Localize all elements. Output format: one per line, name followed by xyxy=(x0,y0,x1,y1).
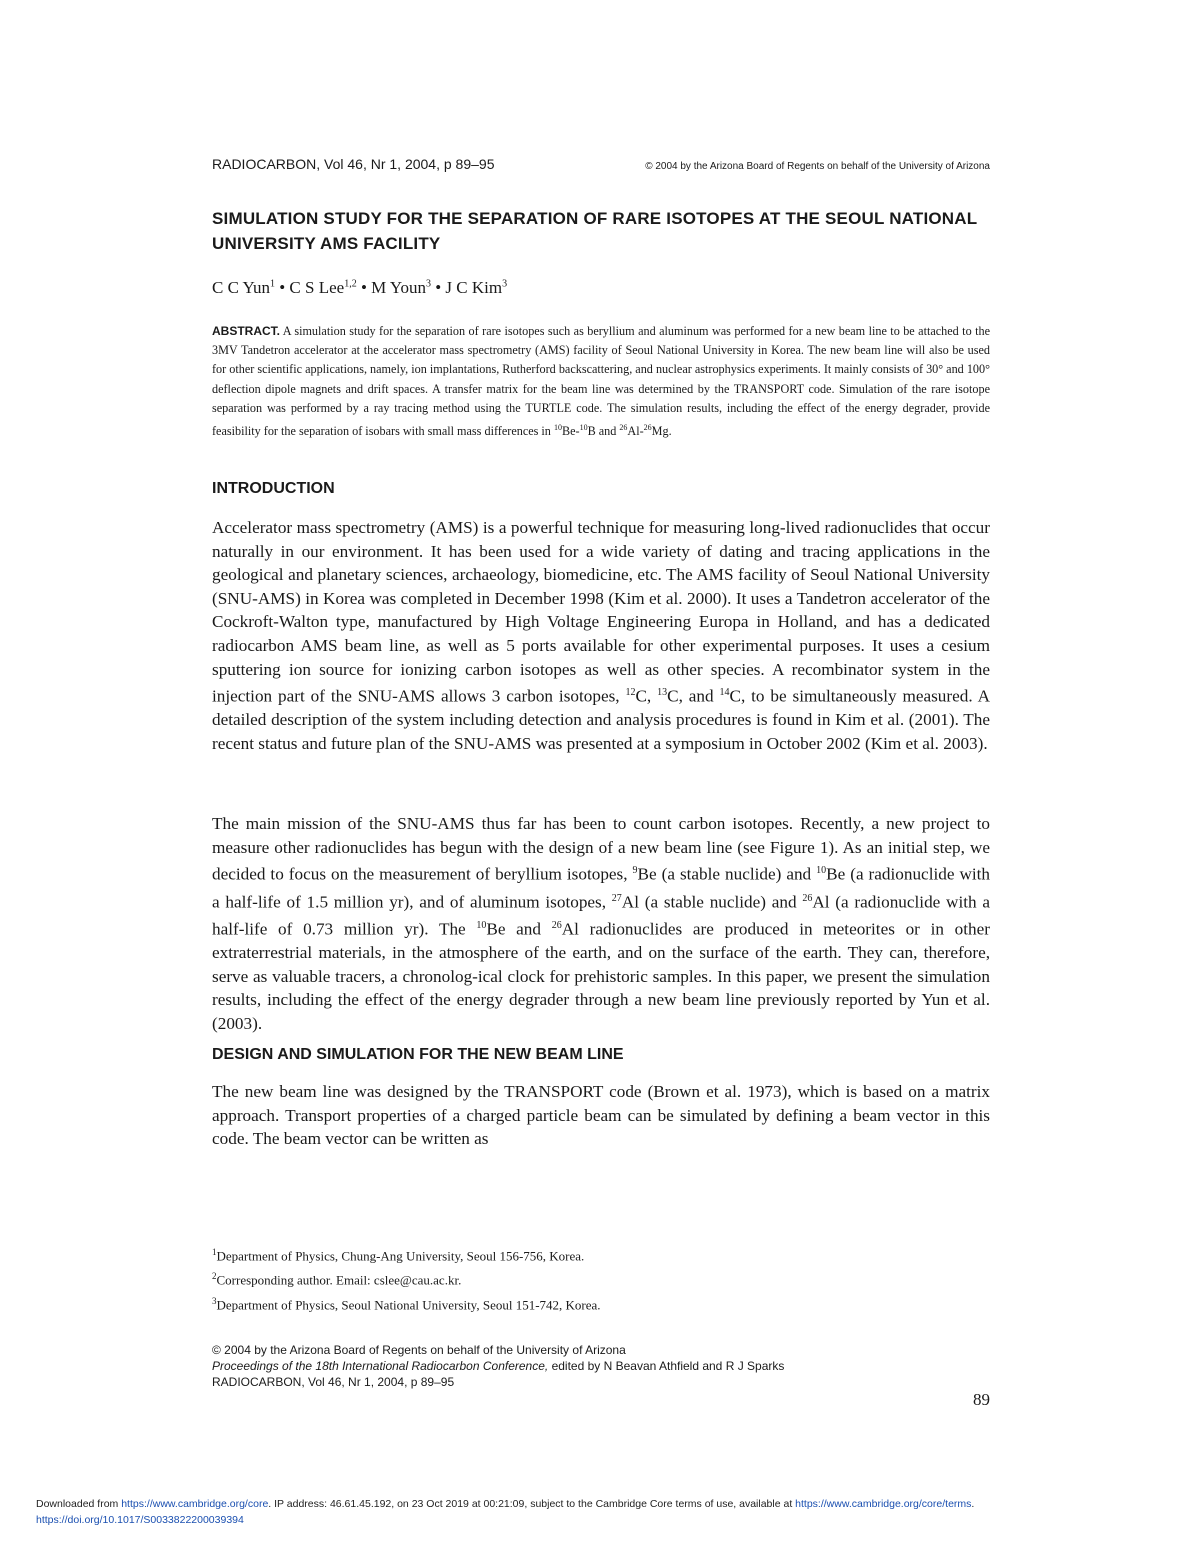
paragraph-text: Al (a stable nuclide) and xyxy=(621,892,803,912)
superscript: 9 xyxy=(632,865,638,877)
download-notice xyxy=(36,1496,1166,1528)
intro-paragraph-2 xyxy=(212,812,990,1036)
abstract-label: ABSTRACT. xyxy=(212,324,280,338)
citation-line: RADIOCARBON, Vol 46, Nr 1, 2004, p 89–95 xyxy=(212,1375,455,1389)
paragraph-text: C, xyxy=(635,686,658,706)
footnote xyxy=(212,1291,601,1315)
footnote-text: Department of Physics, Seoul National University, Seoul 151-742, Korea. xyxy=(216,1296,601,1312)
footnote-text: Corresponding author. Email: cslee@cau.ac.kr. xyxy=(216,1272,462,1288)
cambridge-core-link[interactable]: https://www.cambridge.org/core xyxy=(121,1498,269,1510)
paper-title: SIMULATION STUDY FOR THE SEPARATION OF RARE ISOTOPES AT THE SEOUL NATIONAL UNIVERSITY AMS FACILITY xyxy=(212,209,978,253)
paragraph-text: The main mission of the SNU-AMS thus far has been to count carbon isotopes. Recently, a new project to measure other radionuclides has begun with the design of a new beam line (see Figure 1). As an initial step, we decided to focus on the measurement of beryllium isotopes, xyxy=(212,814,990,884)
superscript: 10 xyxy=(553,423,562,433)
author-affiliation: 3 xyxy=(502,278,508,290)
superscript: 13 xyxy=(657,687,668,699)
paragraph-text: C, to be simultaneously measured. A detailed description of the system including detection and analysis procedures is found in Kim et al. (2001). The recent status and future plan of the SNU-AMS was presented at a symposium in October 2002 (Kim et al. 2003). xyxy=(212,686,990,754)
intro-paragraph-1 xyxy=(212,516,990,756)
author-separator: • xyxy=(274,278,290,297)
running-header xyxy=(212,156,990,172)
abstract xyxy=(212,322,990,441)
superscript: 10 xyxy=(476,919,487,931)
paragraph-text: Be (a stable nuclide) and xyxy=(637,864,817,884)
author-separator: • xyxy=(356,278,372,297)
proceedings-line xyxy=(212,1358,784,1374)
doi-link[interactable]: https://doi.org/10.1017/S0033822200039394 xyxy=(36,1514,244,1526)
paragraph-text: Be (a radionuclide with a half-life of 1.5 million yr), and of aluminum isotopes, xyxy=(212,864,991,912)
footnotes xyxy=(212,1242,601,1315)
proceedings-title: Proceedings of the 18th International Radiocarbon Conference, xyxy=(212,1359,549,1373)
author-affiliation: 1,2 xyxy=(344,278,357,290)
superscript: 14 xyxy=(719,687,730,699)
abstract-text: Be- xyxy=(561,424,580,439)
abstract-text: Mg. xyxy=(651,424,672,439)
paragraph-text: Accelerator mass spectrometry (AMS) is a powerful technique for measuring long-lived radionuclides that occur naturally in our environment. It has been used for a wide variety of dating and tracing applications in the geological and planetary sciences, archaeology, biomedicine, etc. The AMS facility of Seoul National University (SNU-AMS) in Korea was completed in December 1998 (Kim et al. 2000). It uses a Tandetron accelerator of the Cockroft-Walton type, manufactured by High Voltage Engineering Europa in Holland, and has a dedicated radiocarbon AMS beam line, as well as 5 ports available for other experimental purposes. It uses a cesium sputtering ion source for ionizing carbon isotopes as well as other species. A recombinator system in the injection part of the SNU-AMS allows 3 carbon isotopes, xyxy=(212,518,990,706)
author-name: C C Yun xyxy=(212,278,270,297)
paragraph-text: Be and xyxy=(486,919,552,939)
author-affiliation: 1 xyxy=(269,278,275,290)
footnote xyxy=(212,1266,601,1290)
superscript: 26 xyxy=(643,423,652,433)
design-paragraph-1: The new beam line was designed by the TRANSPORT code (Brown et al. 1973), which is based on a matrix approach. Transport properties of a charged particle beam can be simulated by defining a beam vector in this code. The beam vector can be written as xyxy=(212,1082,990,1149)
author-separator: • xyxy=(430,278,446,297)
superscript: 10 xyxy=(816,865,827,877)
author-name: C S Lee xyxy=(289,278,345,297)
superscript: 10 xyxy=(579,423,588,433)
paragraph-text: Al radionuclides are produced in meteorites or in other extraterrestrial materials, in the atmosphere of the earth, and on the surface of the earth. They can, therefore, serve as valuable tracers, a chronolog-ical clock for prehistoric samples. In this paper, we present the simulation results, including the effect of the energy degrader through a new beam line previously reported by Yun et al. (2003). xyxy=(212,919,990,1033)
copyright-line: © 2004 by the Arizona Board of Regents on behalf of the University of Arizona xyxy=(212,1343,626,1357)
copyright-block xyxy=(212,1342,784,1390)
header-copyright: © 2004 by the Arizona Board of Regents on behalf of the University of Arizona xyxy=(645,161,990,172)
author-list xyxy=(212,278,507,298)
section-heading-introduction: INTRODUCTION xyxy=(212,480,335,497)
superscript: 27 xyxy=(611,892,622,904)
section-heading-design: DESIGN AND SIMULATION FOR THE NEW BEAM LINE xyxy=(212,1046,624,1063)
download-text: Downloaded from xyxy=(36,1498,122,1510)
paragraph-text: Al (a radionuclide with a half-life of 0.73 million yr). The xyxy=(212,892,990,939)
author-name: M Youn xyxy=(371,278,426,297)
abstract-text: A simulation study for the separation of rare isotopes such as beryllium and aluminum was performed for a new beam line to be attached to the 3MV Tandetron accelerator at the accelerator mass spectrometry (AMS) facility of Seoul National University in Korea. The new beam line will also be used for other scientific applications, namely, ion implantations, Rutherford backscattering, and nuclear astrophysics experiments. It mainly consists of 30° and 100° deflection dipole magnets and drift spaces. A transfer matrix for the beam line was determined by the TRANSPORT code. Simulation of the rare isotope separation was performed by a ray tracing method using the TURTLE code. The simulation results, including the effect of the energy degrader, provide feasibility for the separation of isobars with small mass differences in xyxy=(212,324,990,439)
superscript: 26 xyxy=(551,919,562,931)
footnote xyxy=(212,1242,601,1266)
abstract-text: Al- xyxy=(627,424,644,439)
superscript: 26 xyxy=(802,892,813,904)
proceedings-editors: edited by N Beavan Athfield and R J Sparks xyxy=(548,1359,785,1373)
abstract-text: B and xyxy=(587,424,620,439)
paragraph-text: C, and xyxy=(667,686,720,706)
author-affiliation: 3 xyxy=(425,278,431,290)
terms-link[interactable]: https://www.cambridge.org/core/terms xyxy=(795,1498,972,1510)
superscript: 12 xyxy=(625,687,636,699)
author-name: J C Kim xyxy=(445,278,503,297)
page-number: 89 xyxy=(973,1390,990,1409)
footnote-number: 1 xyxy=(212,1247,217,1257)
superscript: 26 xyxy=(619,423,628,433)
footnote-text: Department of Physics, Chung-Ang University, Seoul 156-756, Korea. xyxy=(216,1248,585,1264)
download-text: . IP address: 46.61.45.192, on 23 Oct 2019 at 00:21:09, subject to the Cambridge Core terms of use, available at xyxy=(268,1498,796,1510)
journal-citation: RADIOCARBON, Vol 46, Nr 1, 2004, p 89–95 xyxy=(212,156,495,172)
download-text: . xyxy=(971,1498,975,1510)
footnote-number: 3 xyxy=(212,1295,217,1306)
footnote-number: 2 xyxy=(212,1271,217,1282)
